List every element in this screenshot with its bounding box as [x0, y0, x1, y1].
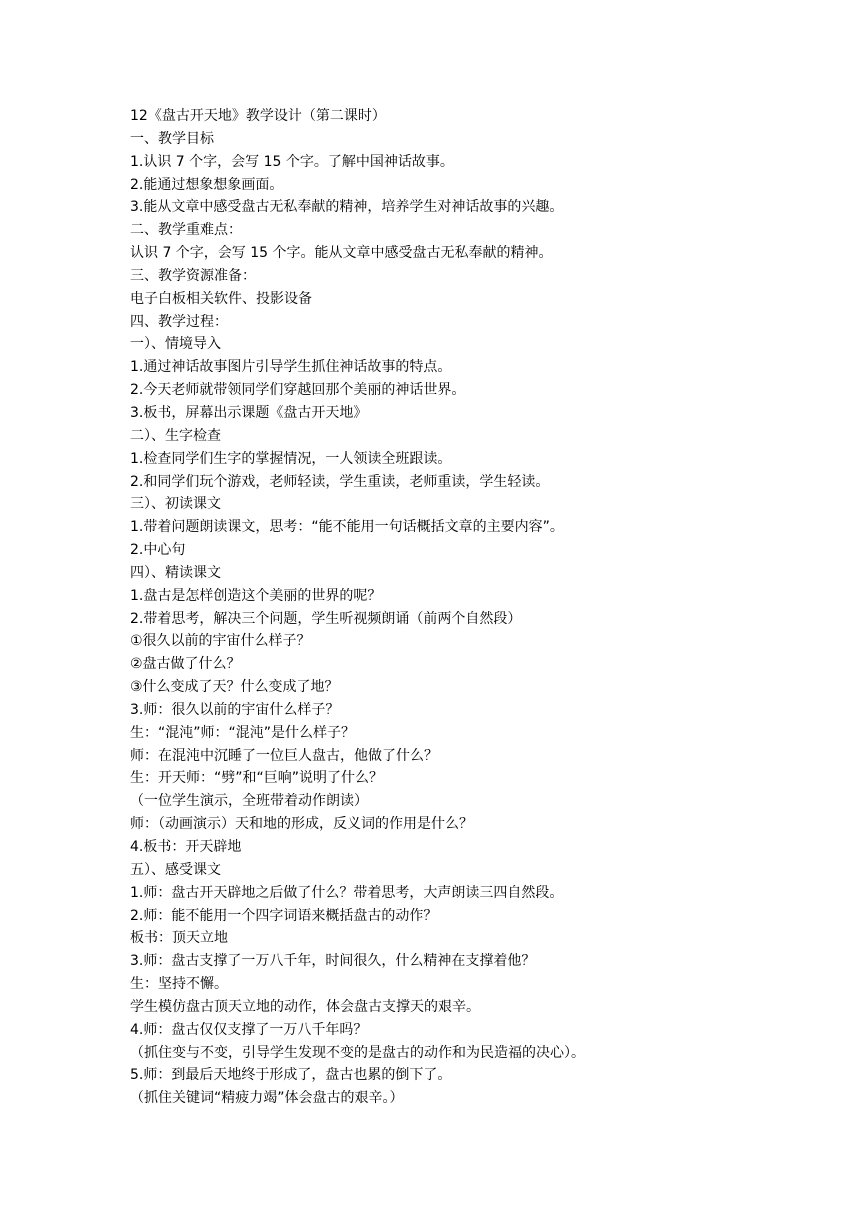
text-line: 1.通过神话故事图片引导学生抓住神话故事的特点。: [130, 359, 452, 376]
text-line: 1.盘古是怎样创造这个美丽的世界的呢？: [130, 587, 382, 604]
subsection-heading: 一）、情境导入: [130, 336, 221, 353]
text-line: 师：（动画演示）天和地的形成，反义词的作用是什么？: [130, 816, 473, 833]
text-line: ①很久以前的宇宙什么样子？: [130, 633, 311, 650]
section-heading: 二、教学重难点：: [130, 222, 242, 239]
text-line: ③什么变成了天？什么变成了地？: [130, 679, 339, 696]
text-line: 2.能通过想象想象画面。: [130, 176, 284, 193]
subsection-heading: 二）、生字检查: [130, 427, 221, 444]
text-line: 生：坚持不懈。: [130, 976, 228, 993]
text-line: 板书：顶天立地: [130, 930, 228, 947]
text-line: 生：“混沌”师：“混沌”是什么样子？: [130, 724, 356, 741]
text-line: ②盘古做了什么？: [130, 656, 241, 673]
section-heading: 四、教学过程：: [130, 313, 228, 330]
text-line: 1.检查同学们生字的掌握情况，一人领读全班跟读。: [130, 450, 452, 467]
text-line: 3.师：很久以前的宇宙什么样子？: [130, 701, 340, 718]
text-line: 2.中心句: [130, 542, 186, 559]
section-heading: 三、教学资源准备：: [130, 267, 256, 284]
text-line: 师：在混沌中沉睡了一位巨人盘古，他做了什么？: [130, 747, 438, 764]
text-line: 1.认识 7 个字，会写 15 个字。了解中国神话故事。: [130, 153, 454, 170]
document-body: [130, 105, 830, 1110]
text-line: 2.今天老师就带领同学们穿越回那个美丽的神话世界。: [130, 382, 466, 399]
section-heading: 一、教学目标: [130, 130, 214, 147]
text-line: （抓住变与不变，引导学生发现不变的是盘古的动作和为民造福的决心）。: [130, 1044, 585, 1061]
document-title: 12《盘古开天地》教学设计（第二课时）: [130, 108, 386, 124]
text-line: （一位学生演示，全班带着动作朗读）: [130, 793, 368, 810]
subsection-heading: 五）、感受课文: [130, 861, 221, 878]
text-line: 学生模仿盘古顶天立地的动作，体会盘古支撑天的艰辛。: [130, 998, 480, 1015]
text-line: 生：开天师：“劈”和“巨响”说明了什么？: [130, 770, 384, 787]
text-line: 2.带着思考，解决三个问题，学生听视频朗诵（前两个自然段）: [130, 610, 522, 627]
text-line: 1.带着问题朗读课文，思考：“能不能用一句话概括文章的主要内容”。: [130, 519, 564, 536]
text-line: 5.师：到最后天地终于形成了，盘古也累的倒下了。: [130, 1067, 452, 1084]
text-line: 2.师：能不能用一个四字词语来概括盘古的动作？: [130, 907, 438, 924]
text-line: 电子白板相关软件、投影设备: [130, 290, 312, 307]
text-line: 4.师：盘古仅仅支撑了一万八千年吗？: [130, 1021, 368, 1038]
text-line: 3.板书，屏幕出示课题《盘古开天地》: [130, 404, 368, 421]
subsection-heading: 四）、精读课文: [130, 564, 221, 581]
text-line: 3.师：盘古支撑了一万八千年，时间很久，什么精神在支撑着他？: [130, 953, 536, 970]
subsection-heading: 三）、初读课文: [130, 496, 221, 513]
text-line: （抓住关键词“精疲力竭”体会盘古的艰辛。）: [130, 1090, 404, 1107]
text-line: 认识 7 个字，会写 15 个字。能从文章中感受盘古无私奉献的精神。: [130, 245, 553, 262]
text-line: 2.和同学们玩个游戏，老师轻读，学生重读，老师重读，学生轻读。: [130, 473, 550, 490]
text-line: 1.师：盘古开天辟地之后做了什么？带着思考，大声朗读三四自然段。: [130, 884, 564, 901]
text-line: 3.能从文章中感受盘古无私奉献的精神，培养学生对神话故事的兴趣。: [130, 199, 564, 216]
text-line: 4.板书：开天辟地: [130, 839, 242, 855]
